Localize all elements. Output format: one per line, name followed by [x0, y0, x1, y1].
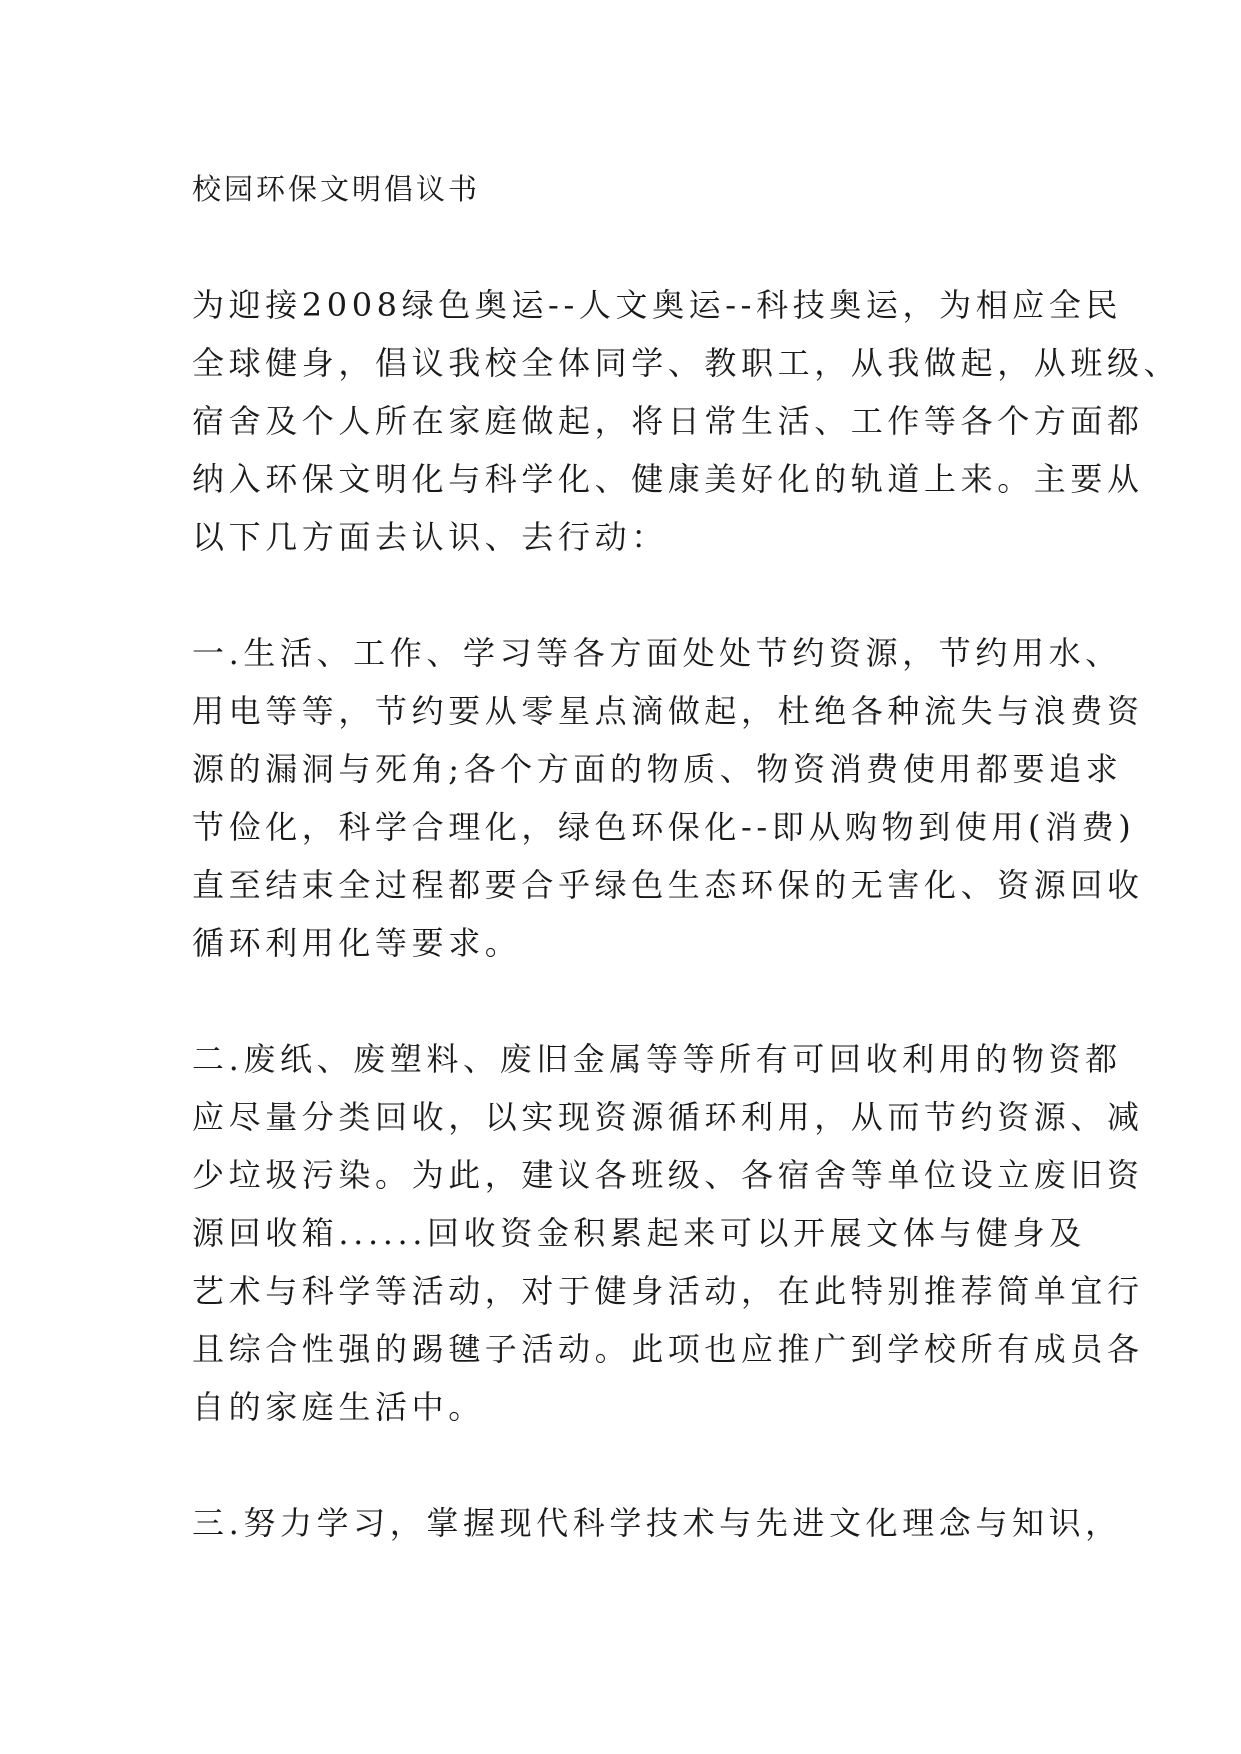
- text-line: 全球健身，倡议我校全体同学、教职工，从我做起，从班级、: [192, 344, 1181, 382]
- document-title: 校园环保文明倡议书: [192, 172, 481, 206]
- text-line: 三.努力学习，掌握现代科学技术与先进文化理念与知识，: [192, 1504, 1122, 1542]
- text-line: 自的家庭生活中。: [192, 1388, 485, 1426]
- document-body: [192, 160, 1181, 1610]
- text-line: 艺术与科学等活动，对于健身活动，在此特别推荐简单宜行: [192, 1272, 1144, 1310]
- paragraph-intro: [192, 276, 1181, 566]
- text-line: 应尽量分类回收，以实现资源循环利用，从而节约资源、减: [192, 1098, 1144, 1136]
- text-line: 源回收箱......回收资金积累起来可以开展文体与健身及: [192, 1214, 1086, 1252]
- text-line: 且综合性强的踢毽子活动。此项也应推广到学校所有成员各: [192, 1330, 1144, 1368]
- text-line: 节俭化，科学合理化，绿色环保化--即从购物到使用(消费): [192, 808, 1136, 846]
- text-line: 源的漏洞与死角;各个方面的物质、物资消费使用都要追求: [192, 750, 1123, 788]
- text-line: 纳入环保文明化与科学化、健康美好化的轨道上来。主要从: [192, 460, 1144, 498]
- text-line: 宿舍及个人所在家庭做起，将日常生活、工作等各个方面都: [192, 402, 1144, 440]
- text-line: 用电等等，节约要从零星点滴做起，杜绝各种流失与浪费资: [192, 692, 1144, 730]
- text-line: 少垃圾污染。为此，建议各班级、各宿舍等单位设立废旧资: [192, 1156, 1144, 1194]
- paragraph-item-1: [192, 624, 1144, 972]
- paragraph-item-2: [192, 1030, 1144, 1436]
- text-line: 为迎接2008绿色奥运--人文奥运--科技奥运，为相应全民: [192, 286, 1123, 324]
- text-line: 以下几方面去认识、去行动：: [192, 518, 668, 556]
- text-line: 一.生活、工作、学习等各方面处处节约资源，节约用水、: [192, 634, 1122, 672]
- paragraph-item-3: [192, 1494, 1122, 1552]
- text-line: 直至结束全过程都要合乎绿色生态环保的无害化、资源回收: [192, 866, 1144, 904]
- text-line: 循环利用化等要求。: [192, 924, 522, 962]
- text-line: 二.废纸、废塑料、废旧金属等等所有可回收利用的物资都: [192, 1040, 1122, 1078]
